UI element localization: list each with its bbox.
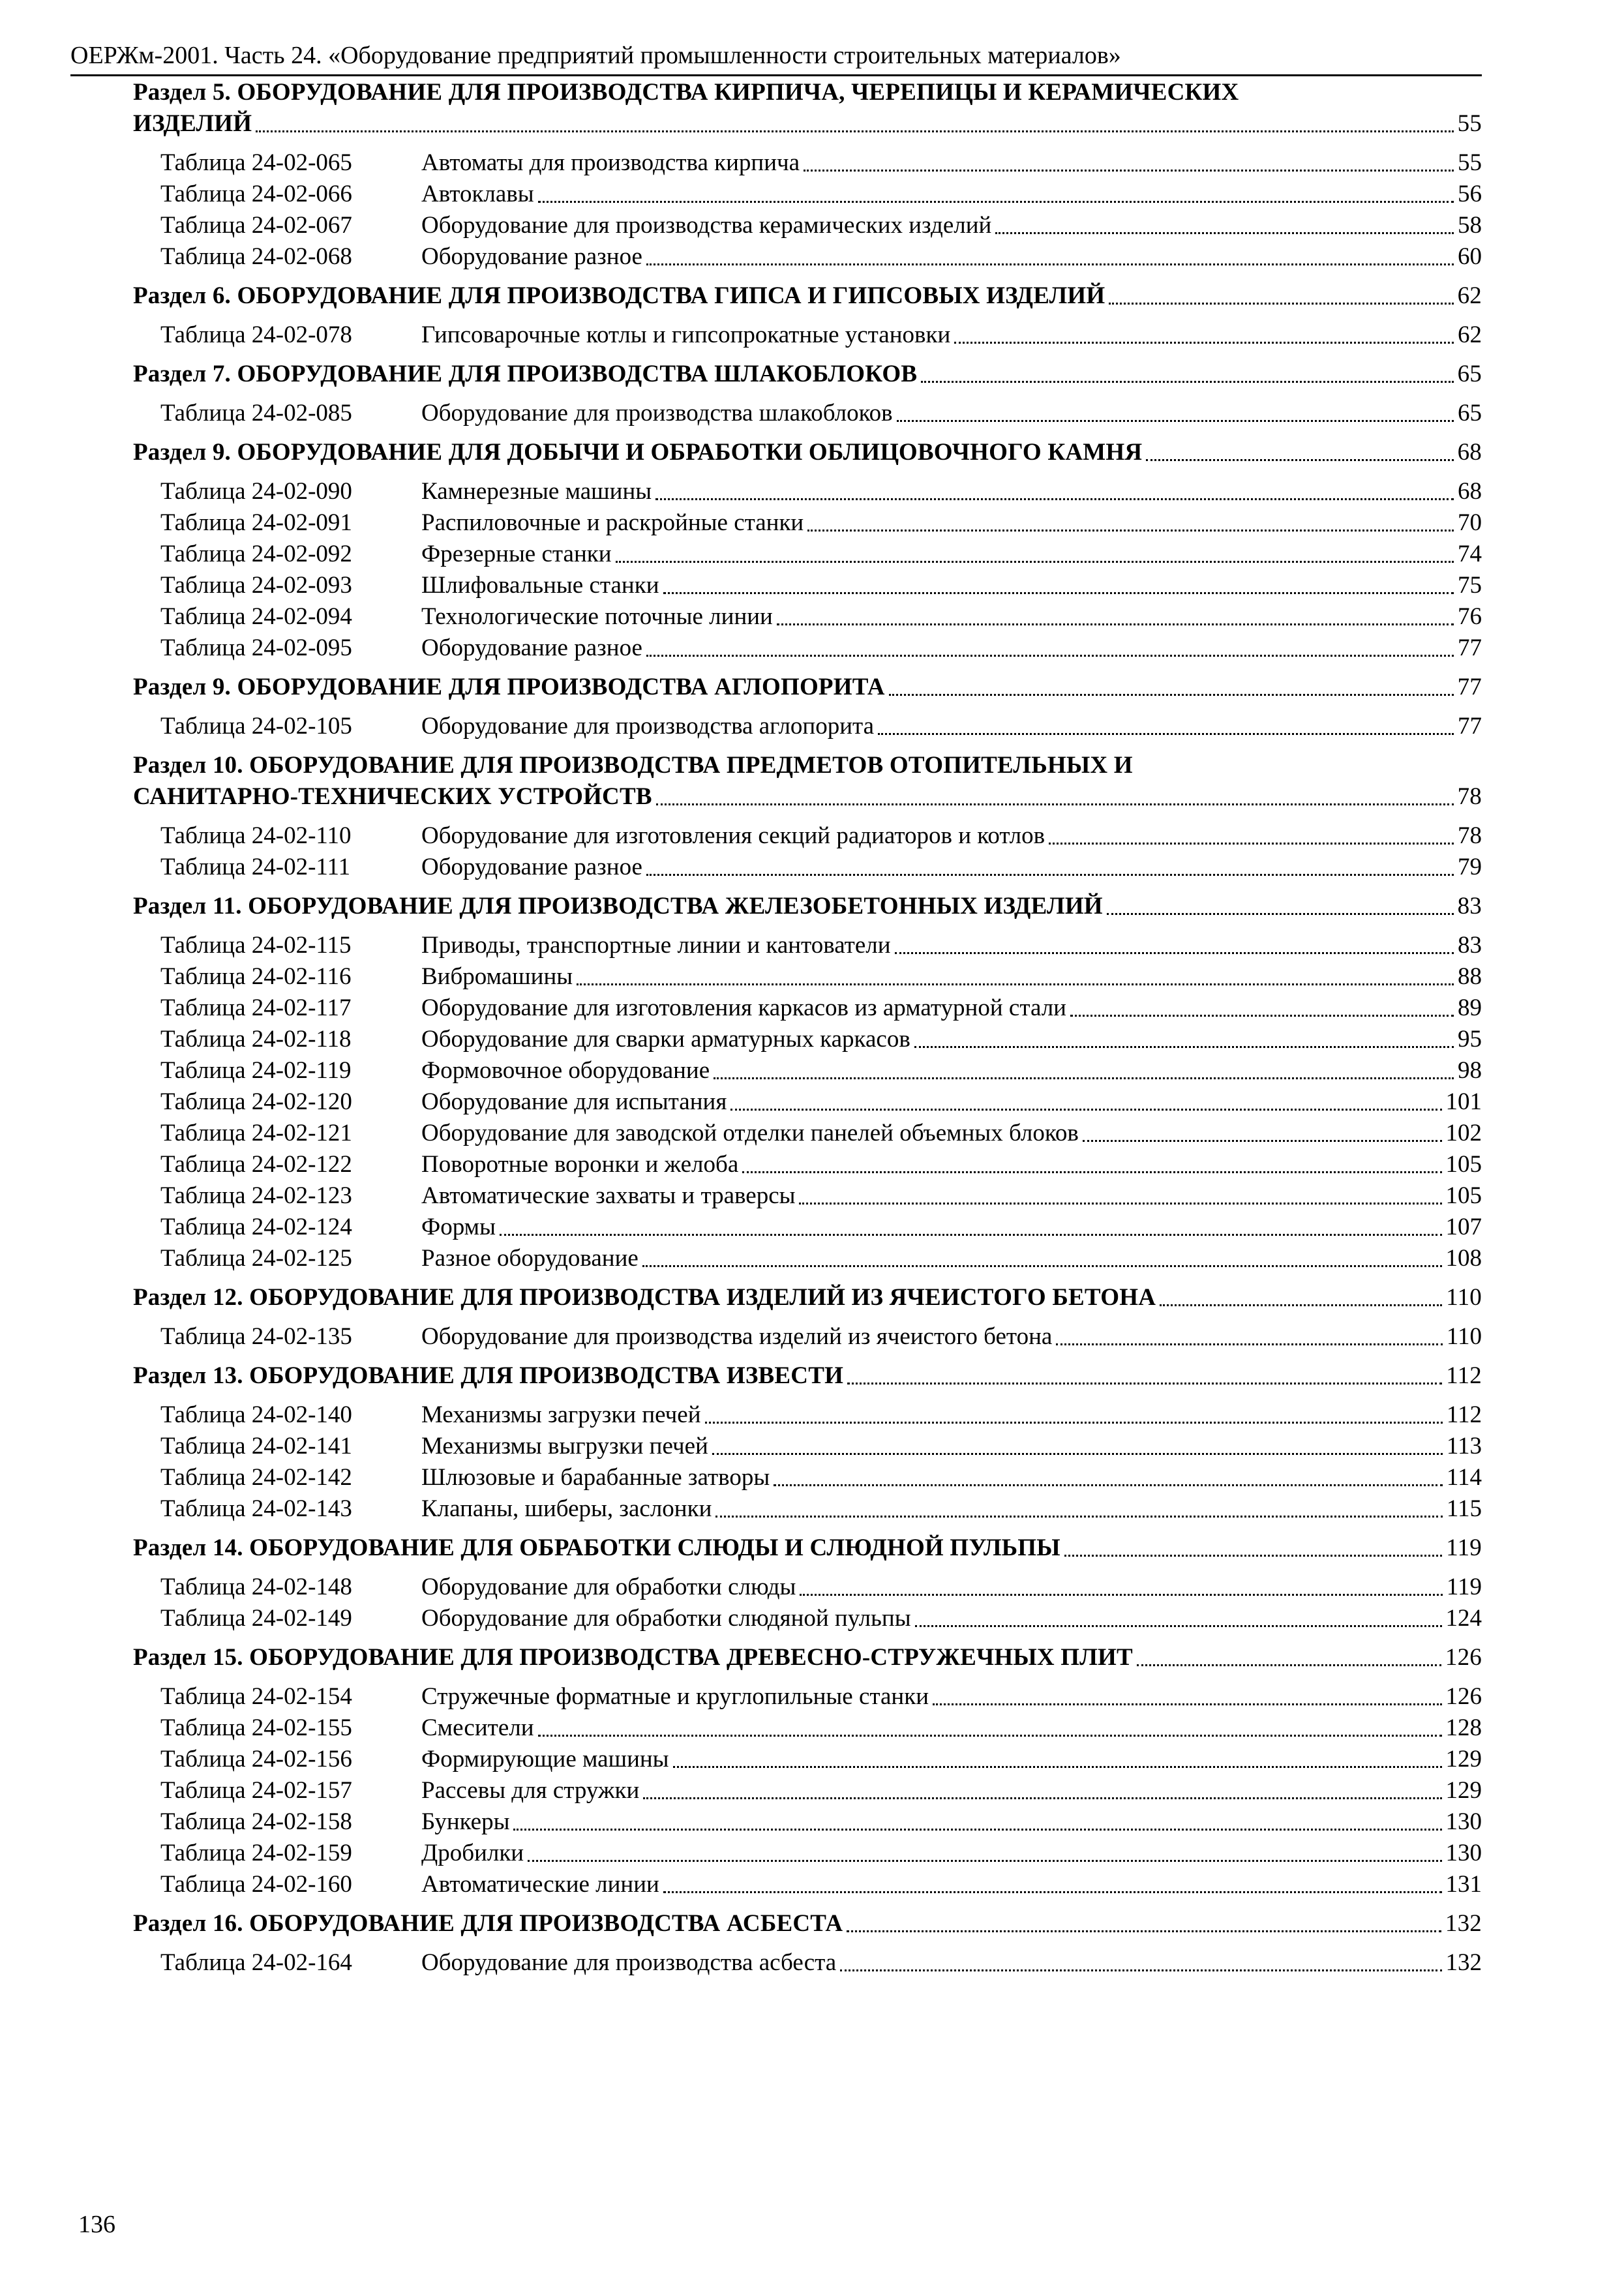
table-description: Оборудование для испытания (421, 1088, 727, 1115)
table-page-number: 74 (1458, 541, 1482, 567)
dot-leader (954, 342, 1454, 344)
table-code: Таблица 24-02-095 (160, 635, 352, 661)
section-page-number: 62 (1457, 282, 1482, 309)
dot-leader (656, 803, 1454, 805)
dot-leader (1107, 913, 1454, 915)
toc-section (133, 891, 1482, 1274)
dot-leader (897, 420, 1454, 422)
section-heading[interactable] (133, 1642, 1482, 1673)
table-code: Таблица 24-02-122 (160, 1151, 352, 1178)
toc-table-entry[interactable] (133, 1713, 1482, 1744)
section-heading[interactable] (133, 77, 1482, 140)
table-page-number: 115 (1446, 1495, 1482, 1522)
section-title: Раздел 12. ОБОРУДОВАНИЕ ДЛЯ ПРОИЗВОДСТВА ИЗДЕЛИЙ ИЗ ЯЧЕИСТОГО БЕТОНА (133, 1284, 1156, 1311)
table-description: Гипсоварочные котлы и гипсопрокатные установки (421, 322, 951, 348)
dot-leader (1064, 1555, 1443, 1557)
dot-leader (673, 1766, 1442, 1768)
table-description: Автоматические линии (421, 1871, 659, 1898)
table-page-number: 68 (1458, 478, 1482, 505)
dot-leader (715, 1516, 1442, 1518)
table-page-number: 119 (1446, 1574, 1482, 1600)
table-page-number: 62 (1458, 322, 1482, 348)
table-page-number: 130 (1445, 1840, 1482, 1866)
section-heading[interactable] (133, 1908, 1482, 1939)
dot-leader (513, 1829, 1441, 1831)
toc-table-entry[interactable] (133, 147, 1482, 179)
toc-table-entry[interactable] (133, 1462, 1482, 1493)
section-heading[interactable] (133, 437, 1482, 468)
section-title: Раздел 6. ОБОРУДОВАНИЕ ДЛЯ ПРОИЗВОДСТВА ГИПСА И ГИПСОВЫХ ИЗДЕЛИЙ (133, 282, 1105, 309)
section-heading[interactable] (133, 280, 1482, 312)
dot-leader (895, 952, 1454, 954)
dot-leader (646, 263, 1454, 265)
table-description: Поворотные воронки и желоба (421, 1151, 739, 1178)
toc-table-entry[interactable] (133, 539, 1482, 570)
section-heading[interactable] (133, 672, 1482, 703)
table-description: Разное оборудование (421, 1245, 639, 1272)
table-description: Оборудование разное (421, 635, 642, 661)
dot-leader (799, 1203, 1441, 1204)
dot-leader (933, 1703, 1441, 1705)
toc-table-entry[interactable] (133, 820, 1482, 852)
dot-leader (714, 1077, 1454, 1079)
section-title-row (133, 891, 1482, 922)
table-code: Таблица 24-02-105 (160, 713, 352, 740)
table-code: Таблица 24-02-119 (160, 1057, 352, 1084)
toc-table-entry[interactable] (133, 1321, 1482, 1353)
dot-leader (646, 655, 1454, 657)
toc-table-entry[interactable] (133, 179, 1482, 210)
table-page-number: 105 (1445, 1182, 1482, 1209)
toc-table-entry[interactable] (133, 476, 1482, 507)
dot-leader (1083, 1140, 1442, 1142)
table-code: Таблица 24-02-123 (160, 1182, 352, 1209)
toc-table-entry[interactable] (133, 570, 1482, 601)
dot-leader (663, 1891, 1442, 1893)
dot-leader (705, 1422, 1443, 1424)
table-description: Оборудование для производства шлакоблоков (421, 400, 893, 426)
table-code: Таблица 24-02-164 (160, 1949, 352, 1976)
table-description: Формы (421, 1214, 496, 1240)
dot-leader (642, 1265, 1442, 1267)
table-code: Таблица 24-02-067 (160, 212, 352, 239)
table-page-number: 58 (1458, 212, 1482, 239)
table-page-number: 108 (1445, 1245, 1482, 1272)
toc-table-entry[interactable] (133, 1869, 1482, 1900)
dot-leader (800, 1594, 1442, 1596)
section-title-line1: Раздел 5. ОБОРУДОВАНИЕ ДЛЯ ПРОИЗВОДСТВА КИРПИЧА, ЧЕРЕПИЦЫ И КЕРАМИЧЕСКИХ (133, 79, 1239, 106)
dot-leader (915, 1625, 1442, 1627)
toc-section (133, 437, 1482, 664)
section-page-number: 132 (1445, 1910, 1482, 1937)
dot-leader (995, 232, 1454, 234)
dot-leader (914, 1046, 1454, 1048)
table-page-number: 77 (1458, 635, 1482, 661)
toc-section (133, 280, 1482, 351)
section-page-number: 77 (1457, 674, 1482, 700)
table-page-number: 78 (1458, 822, 1482, 849)
section-page-number: 112 (1446, 1362, 1482, 1389)
toc-table-entry[interactable] (133, 1055, 1482, 1086)
dot-leader (1056, 1343, 1443, 1345)
toc-section (133, 1533, 1482, 1634)
dot-leader (774, 1484, 1443, 1486)
table-page-number: 113 (1446, 1433, 1482, 1459)
table-page-number: 126 (1445, 1683, 1482, 1710)
table-description: Распиловочные и раскройные станки (421, 509, 804, 536)
section-title: Раздел 11. ОБОРУДОВАНИЕ ДЛЯ ПРОИЗВОДСТВА ЖЕЛЕЗОБЕТОННЫХ ИЗДЕЛИЙ (133, 893, 1103, 920)
section-title: Раздел 14. ОБОРУДОВАНИЕ ДЛЯ ОБРАБОТКИ СЛЮДЫ И СЛЮДНОЙ ПУЛЬПЫ (133, 1534, 1060, 1561)
table-code: Таблица 24-02-092 (160, 541, 352, 567)
table-code: Таблица 24-02-094 (160, 603, 352, 630)
table-description: Формирующие машины (421, 1746, 669, 1773)
section-title-row (133, 1360, 1482, 1392)
table-code: Таблица 24-02-116 (160, 963, 352, 990)
table-code: Таблица 24-02-124 (160, 1214, 352, 1240)
dot-leader (742, 1171, 1441, 1173)
toc-section (133, 1282, 1482, 1353)
toc-table-entry[interactable] (133, 711, 1482, 742)
table-code: Таблица 24-02-090 (160, 478, 352, 505)
section-title-row (133, 280, 1482, 312)
section-title-row (133, 437, 1482, 468)
table-description: Оборудование для заводской отделки панелей объемных блоков (421, 1120, 1079, 1146)
table-description: Приводы, транспортные линии и кантователи (421, 932, 891, 959)
dot-leader (889, 694, 1454, 696)
toc-table-entry[interactable] (133, 1775, 1482, 1806)
table-code: Таблица 24-02-148 (160, 1574, 352, 1600)
toc-table-entry[interactable] (133, 1180, 1482, 1212)
table-of-contents (133, 77, 1482, 1986)
table-code: Таблица 24-02-065 (160, 149, 352, 176)
section-page-number: 55 (1457, 110, 1482, 137)
table-page-number: 132 (1445, 1949, 1482, 1976)
table-code: Таблица 24-02-115 (160, 932, 352, 959)
table-page-number: 56 (1458, 181, 1482, 207)
table-page-number: 107 (1445, 1214, 1482, 1240)
toc-table-entry[interactable] (133, 1431, 1482, 1462)
section-title: Раздел 9. ОБОРУДОВАНИЕ ДЛЯ ПРОИЗВОДСТВА АГЛОПОРИТА (133, 674, 885, 700)
section-title-row (133, 1282, 1482, 1313)
toc-table-entry[interactable] (133, 993, 1482, 1024)
toc-table-entry[interactable] (133, 1493, 1482, 1525)
toc-section (133, 359, 1482, 429)
table-code: Таблица 24-02-149 (160, 1605, 352, 1632)
section-page-number: 65 (1457, 361, 1482, 387)
table-description: Оборудование разное (421, 854, 642, 880)
dot-leader (1160, 1304, 1442, 1306)
table-description: Оборудование для сварки арматурных каркасов (421, 1026, 910, 1053)
table-page-number: 55 (1458, 149, 1482, 176)
toc-table-entry[interactable] (133, 241, 1482, 273)
table-description: Оборудование для изготовления каркасов из арматурной стали (421, 995, 1066, 1021)
toc-table-entry[interactable] (133, 1572, 1482, 1603)
dot-leader (807, 530, 1454, 531)
toc-table-entry[interactable] (133, 1838, 1482, 1869)
section-title-row (133, 1642, 1482, 1673)
table-code: Таблица 24-02-156 (160, 1746, 352, 1773)
table-code: Таблица 24-02-091 (160, 509, 352, 536)
section-title: САНИТАРНО-ТЕХНИЧЕСКИХ УСТРОЙСТВ (133, 783, 652, 810)
section-title: Раздел 15. ОБОРУДОВАНИЕ ДЛЯ ПРОИЗВОДСТВА ДРЕВЕСНО-СТРУЖЕЧНЫХ ПЛИТ (133, 1644, 1133, 1671)
toc-section (133, 77, 1482, 273)
table-page-number: 112 (1446, 1401, 1482, 1428)
table-code: Таблица 24-02-068 (160, 243, 352, 270)
dot-leader (847, 1383, 1442, 1384)
table-page-number: 70 (1458, 509, 1482, 536)
toc-section (133, 1642, 1482, 1900)
section-page-number: 83 (1457, 893, 1482, 920)
toc-table-entry[interactable] (133, 1212, 1482, 1243)
table-code: Таблица 24-02-121 (160, 1120, 352, 1146)
section-title: Раздел 9. ОБОРУДОВАНИЕ ДЛЯ ДОБЫЧИ И ОБРАБОТКИ ОБЛИЦОВОЧНОГО КАМНЯ (133, 439, 1143, 466)
dot-leader (712, 1453, 1443, 1455)
table-page-number: 105 (1445, 1151, 1482, 1178)
dot-leader (1146, 459, 1453, 461)
dot-leader (804, 170, 1454, 172)
toc-table-entry[interactable] (133, 1744, 1482, 1775)
dot-leader (921, 381, 1453, 383)
table-page-number: 88 (1458, 963, 1482, 990)
table-page-number: 98 (1458, 1057, 1482, 1084)
table-code: Таблица 24-02-110 (160, 822, 352, 849)
toc-table-entry[interactable] (133, 1118, 1482, 1149)
table-code: Таблица 24-02-125 (160, 1245, 352, 1272)
toc-table-entry[interactable] (133, 1603, 1482, 1634)
section-title-row (133, 672, 1482, 703)
table-page-number: 65 (1458, 400, 1482, 426)
table-code: Таблица 24-02-078 (160, 322, 352, 348)
dot-leader (616, 561, 1454, 563)
section-title: Раздел 7. ОБОРУДОВАНИЕ ДЛЯ ПРОИЗВОДСТВА ШЛАКОБЛОКОВ (133, 361, 918, 387)
toc-table-entry[interactable] (133, 398, 1482, 429)
toc-section (133, 750, 1482, 883)
table-page-number: 129 (1445, 1746, 1482, 1773)
table-page-number: 114 (1446, 1464, 1482, 1491)
dot-leader (777, 623, 1454, 625)
table-page-number: 129 (1445, 1777, 1482, 1804)
table-page-number: 75 (1458, 572, 1482, 599)
table-code: Таблица 24-02-142 (160, 1464, 352, 1491)
table-description: Механизмы выгрузки печей (421, 1433, 708, 1459)
table-description: Автоклавы (421, 181, 534, 207)
toc-table-entry[interactable] (133, 1086, 1482, 1118)
table-code: Таблица 24-02-143 (160, 1495, 352, 1522)
section-title-row (133, 359, 1482, 390)
table-description: Автоматы для производства кирпича (421, 149, 800, 176)
table-description: Вибромашины (421, 963, 573, 990)
dot-leader (256, 130, 1453, 132)
table-page-number: 83 (1458, 932, 1482, 959)
toc-table-entry[interactable] (133, 852, 1482, 883)
table-code: Таблица 24-02-154 (160, 1683, 352, 1710)
dot-leader (528, 1860, 1441, 1862)
table-description: Оборудование для обработки слюды (421, 1574, 796, 1600)
dot-leader (577, 983, 1454, 985)
section-page-number: 78 (1457, 783, 1482, 810)
table-description: Оборудование для обработки слюдяной пульпы (421, 1605, 911, 1632)
table-code: Таблица 24-02-066 (160, 181, 352, 207)
section-title-row (133, 1533, 1482, 1564)
toc-table-entry[interactable] (133, 1243, 1482, 1274)
table-description: Клапаны, шиберы, заслонки (421, 1495, 712, 1522)
table-code: Таблица 24-02-158 (160, 1808, 352, 1835)
section-heading[interactable] (133, 359, 1482, 390)
dot-leader (663, 592, 1454, 594)
section-heading[interactable] (133, 1360, 1482, 1392)
section-title: Раздел 13. ОБОРУДОВАНИЕ ДЛЯ ПРОИЗВОДСТВА ИЗВЕСТИ (133, 1362, 844, 1389)
toc-table-entry[interactable] (133, 1681, 1482, 1713)
toc-section (133, 1908, 1482, 1979)
table-description: Оборудование для производства керамических изделий (421, 212, 992, 239)
dot-leader (655, 498, 1454, 500)
running-header-text: ОЕРЖм-2001. Часть 24. «Оборудование предприятий промышленности строительных материалов» (70, 42, 1121, 69)
table-description: Бункеры (421, 1808, 510, 1835)
section-page-number: 110 (1446, 1284, 1482, 1311)
toc-section (133, 1360, 1482, 1525)
toc-table-entry[interactable] (133, 1947, 1482, 1979)
table-description: Смесители (421, 1714, 534, 1741)
section-heading[interactable] (133, 1282, 1482, 1313)
table-code: Таблица 24-02-093 (160, 572, 352, 599)
toc-section (133, 672, 1482, 742)
table-page-number: 131 (1445, 1871, 1482, 1898)
table-page-number: 102 (1445, 1120, 1482, 1146)
page-number: 136 (78, 2211, 115, 2238)
table-page-number: 130 (1445, 1808, 1482, 1835)
table-code: Таблица 24-02-159 (160, 1840, 352, 1866)
dot-leader (847, 1930, 1441, 1932)
toc-table-entry[interactable] (133, 601, 1482, 633)
table-code: Таблица 24-02-085 (160, 400, 352, 426)
section-page-number: 119 (1446, 1534, 1482, 1561)
table-description: Технологические поточные линии (421, 603, 773, 630)
table-description: Фрезерные станки (421, 541, 612, 567)
dot-leader (1109, 303, 1453, 305)
section-title-row (133, 781, 1482, 813)
section-title: ИЗДЕЛИЙ (133, 110, 252, 137)
toc-table-entry[interactable] (133, 1149, 1482, 1180)
table-code: Таблица 24-02-120 (160, 1088, 352, 1115)
table-code: Таблица 24-02-155 (160, 1714, 352, 1741)
toc-table-entry[interactable] (133, 1024, 1482, 1055)
section-heading[interactable] (133, 891, 1482, 922)
table-code: Таблица 24-02-157 (160, 1777, 352, 1804)
dot-leader (1070, 1015, 1454, 1017)
table-page-number: 76 (1458, 603, 1482, 630)
table-description: Дробилки (421, 1840, 524, 1866)
table-description: Стружечные форматные и круглопильные станки (421, 1683, 929, 1710)
section-heading[interactable] (133, 1533, 1482, 1564)
table-code: Таблица 24-02-118 (160, 1026, 352, 1053)
table-page-number: 79 (1458, 854, 1482, 880)
table-description: Рассевы для стружки (421, 1777, 640, 1804)
table-description: Оборудование для производства асбеста (421, 1949, 837, 1976)
table-code: Таблица 24-02-141 (160, 1433, 352, 1459)
toc-table-entry[interactable] (133, 320, 1482, 351)
dot-leader (840, 1969, 1441, 1971)
table-description: Оборудование для производства изделий из ячеистого бетона (421, 1323, 1053, 1350)
section-page-number: 68 (1457, 439, 1482, 466)
section-title: Раздел 16. ОБОРУДОВАНИЕ ДЛЯ ПРОИЗВОДСТВА АСБЕСТА (133, 1910, 843, 1937)
table-code: Таблица 24-02-160 (160, 1871, 352, 1898)
toc-table-entry[interactable] (133, 633, 1482, 664)
dot-leader (1137, 1664, 1441, 1666)
table-code: Таблица 24-02-140 (160, 1401, 352, 1428)
toc-table-entry[interactable] (133, 961, 1482, 993)
dot-leader (538, 1735, 1442, 1737)
table-page-number: 101 (1445, 1088, 1482, 1115)
running-header (70, 39, 1482, 76)
dot-leader (643, 1797, 1441, 1799)
dot-leader (538, 201, 1454, 203)
table-page-number: 128 (1445, 1714, 1482, 1741)
toc-table-entry[interactable] (133, 210, 1482, 241)
table-page-number: 77 (1458, 713, 1482, 740)
table-description: Формовочное оборудование (421, 1057, 710, 1084)
table-description: Оборудование для производства аглопорита (421, 713, 875, 740)
table-page-number: 89 (1458, 995, 1482, 1021)
table-description: Оборудование разное (421, 243, 642, 270)
table-description: Шлифовальные станки (421, 572, 659, 599)
table-description: Механизмы загрузки печей (421, 1401, 701, 1428)
section-heading[interactable] (133, 750, 1482, 813)
dot-leader (500, 1234, 1442, 1236)
toc-table-entry[interactable] (133, 930, 1482, 961)
table-description: Камнерезные машины (421, 478, 652, 505)
table-page-number: 60 (1458, 243, 1482, 270)
table-page-number: 124 (1445, 1605, 1482, 1632)
table-page-number: 110 (1446, 1323, 1482, 1350)
dot-leader (878, 733, 1454, 735)
toc-table-entry[interactable] (133, 1806, 1482, 1838)
dot-leader (646, 874, 1454, 876)
toc-table-entry[interactable] (133, 1399, 1482, 1431)
table-code: Таблица 24-02-135 (160, 1323, 352, 1350)
dot-leader (1049, 843, 1454, 845)
table-description: Шлюзовые и барабанные затворы (421, 1464, 770, 1491)
table-code: Таблица 24-02-111 (160, 854, 351, 880)
section-title-line1: Раздел 10. ОБОРУДОВАНИЕ ДЛЯ ПРОИЗВОДСТВА ПРЕДМЕТОВ ОТОПИТЕЛЬНЫХ И (133, 752, 1133, 779)
section-title-row (133, 1908, 1482, 1939)
table-code: Таблица 24-02-117 (160, 995, 352, 1021)
section-title-row (133, 108, 1482, 140)
table-description: Оборудование для изготовления секций радиаторов и котлов (421, 822, 1045, 849)
table-description: Автоматические захваты и траверсы (421, 1182, 796, 1209)
section-page-number: 126 (1445, 1644, 1482, 1671)
toc-table-entry[interactable] (133, 507, 1482, 539)
dot-leader (730, 1109, 1441, 1111)
table-page-number: 95 (1458, 1026, 1482, 1053)
